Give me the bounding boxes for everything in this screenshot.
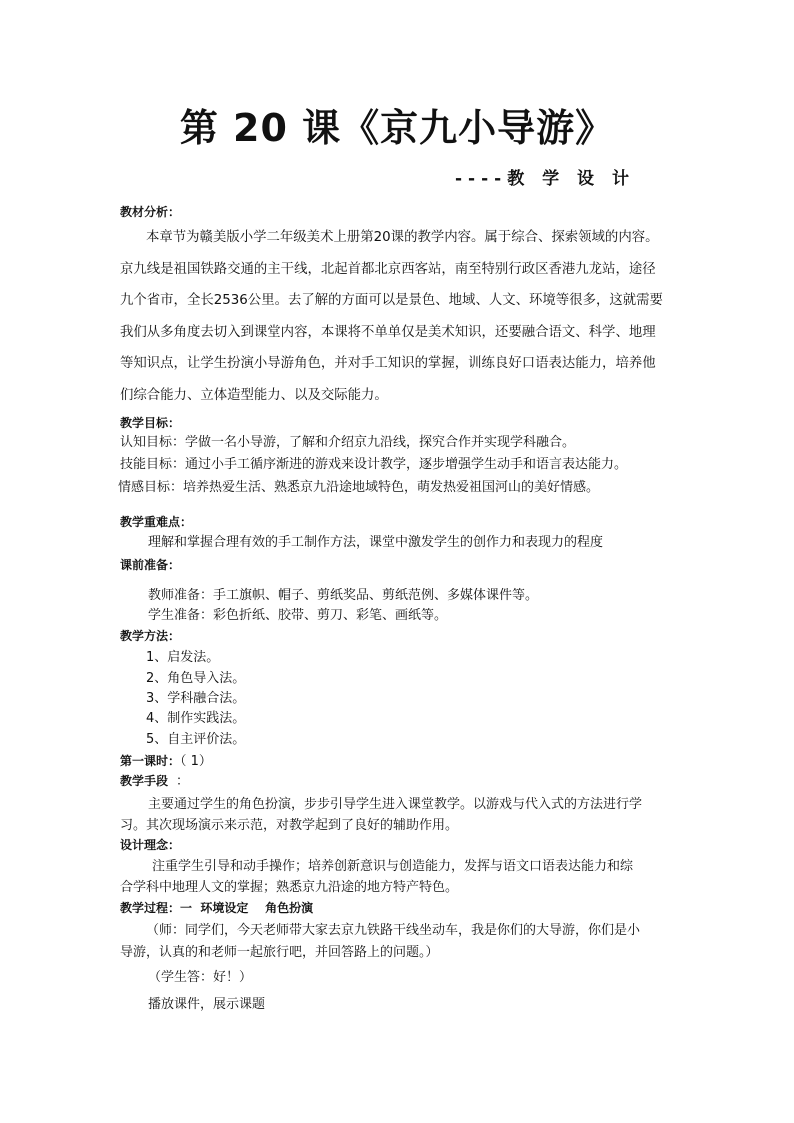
method-item: 5、自主评价法。	[146, 732, 246, 747]
method-item: 1、启发法。	[146, 650, 220, 665]
document-subtitle: ----教 学 设 计	[455, 169, 635, 189]
objective-emotion: 情感目标：培养热爱生活、熟悉京九沿途地域特色，萌发热爱祖国河山的美好情感。	[118, 480, 600, 495]
process-line: 导游，认真的和老师一起旅行吧，并回答路上的问题。）	[120, 945, 439, 960]
section-heading-material-analysis: 教材分析：	[120, 205, 181, 219]
lesson-period-value: （ 1）	[180, 754, 212, 769]
student-preparation: 学生准备：彩色折纸、胶带、剪刀、彩笔、画纸等。	[148, 608, 448, 623]
teaching-means-heading-row	[120, 771, 189, 792]
section-heading-key-points: 教学重难点：	[120, 515, 193, 529]
design-concept-line: 注重学生引导和动手操作；培养创新意识与创造能力，发挥与语文口语表达能力和综	[152, 859, 634, 874]
teaching-means-line: 习。其次现场演示来示范，对教学起到了良好的辅助作用。	[120, 818, 459, 833]
process-line: （学生答：好！）	[148, 970, 253, 985]
paragraph-line: 等知识点，让学生扮演小导游角色，并对手工知识的掌握，训练良好口语表达能力，培养他	[120, 356, 656, 371]
paragraph-line: 本章节为赣美版小学二年级美术上册第20课的教学内容。属于综合、探索领域的内容。	[146, 230, 659, 245]
objective-cognitive: 认知目标：学做一名小导游，了解和介绍京九沿线，探究合作并实现学科融合。	[120, 435, 576, 450]
teaching-means-line: 主要通过学生的角色扮演，步步引导学生进入课堂教学。以游戏与代入式的方法进行学	[148, 797, 643, 812]
section-heading-preparation: 课前准备：	[120, 558, 181, 572]
key-points-text: 理解和掌握合理有效的手工制作方法，课堂中激发学生的创作力和表现力的程度	[148, 535, 604, 550]
lesson-period-row	[120, 751, 212, 772]
paragraph-line: 九个省市，全长2536公里。去了解的方面可以是景色、地域、人文、环境等很多，这就需要	[120, 293, 663, 308]
section-heading-methods: 教学方法：	[120, 629, 181, 643]
process-line: 播放课件，展示课题	[148, 997, 266, 1012]
method-item: 4、制作实践法。	[146, 711, 246, 726]
section-heading-lesson-period: 第一课时：	[120, 754, 181, 768]
document-title: 第 20 课《京九小导游》	[179, 106, 615, 150]
teacher-preparation: 教师准备：手工旗帜、帽子、剪纸奖品、剪纸范例、多媒体课件等。	[148, 588, 539, 603]
method-item: 2、角色导入法。	[146, 671, 246, 686]
method-item: 3、学科融合法。	[146, 691, 246, 706]
design-concept-line: 合学科中地理人文的掌握；熟悉京九沿途的地方特产特色。	[120, 880, 459, 895]
objective-skill: 技能目标：通过小手工循序渐进的游戏来设计教学，逐步增强学生动手和语言表达能力。	[120, 457, 628, 472]
paragraph-line: 京九线是祖国铁路交通的主干线，北起首都北京西客站，南至特别行政区香港九龙站，途径	[120, 261, 656, 277]
heading-colon: ：	[176, 774, 190, 789]
paragraph-line: 们综合能力、立体造型能力、以及交际能力。	[120, 387, 388, 403]
section-heading-teaching-means: 教学手段	[120, 774, 169, 788]
section-heading-teaching-process: 教学过程：一 环境设定 角色扮演	[120, 901, 314, 915]
paragraph-line: 我们从多角度去切入到课堂内容，本课将不单单仅是美术知识，还要融合语文、科学、地理	[120, 324, 656, 340]
process-line: （师：同学们，今天老师带大家去京九铁路干线坐动车，我是你们的大导游，你们是小	[146, 923, 641, 938]
material-analysis-paragraph	[120, 222, 676, 411]
section-heading-design-concept: 设计理念：	[120, 838, 181, 852]
section-heading-objectives: 教学目标：	[120, 416, 181, 430]
